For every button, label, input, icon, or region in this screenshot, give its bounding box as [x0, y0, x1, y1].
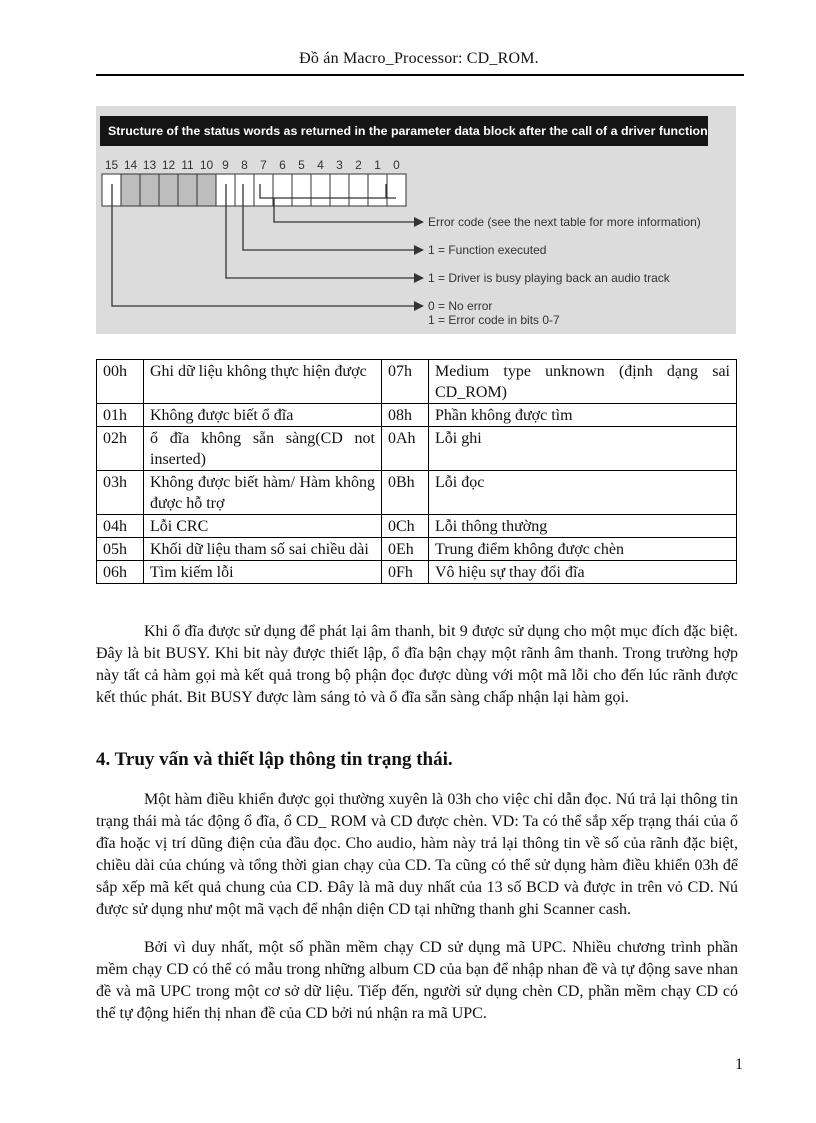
table-cell-desc1: Không được biết hàm/ Hàm không được hỗ trợ [144, 471, 382, 515]
table-cell-desc2: Lỗi ghi [429, 427, 737, 471]
bit-label: 3 [336, 158, 343, 172]
bit-cell [368, 174, 387, 206]
table-cell-desc2: Vô hiệu sự thay đổi đĩa [429, 561, 737, 584]
bit-label: 0 [393, 158, 400, 172]
table-cell-desc2: Medium type unknown (định dạng sai CD_ROM) [429, 360, 737, 404]
table-cell-code2: 0Ah [382, 427, 429, 471]
table-cell-desc1: ổ đĩa không sẵn sàng(CD not inserted) [144, 427, 382, 471]
bit-label: 9 [222, 158, 229, 172]
table-cell-code2: 0Bh [382, 471, 429, 515]
annotation-no-error: 0 = No error [428, 299, 493, 313]
annotation-error-code: Error code (see the next table for more information) [428, 215, 701, 229]
page-header-title: Đồ án Macro_Processor: CD_ROM. [299, 50, 539, 67]
table-row [97, 427, 737, 471]
error-code-table [96, 359, 737, 584]
table-row [97, 404, 737, 427]
table-cell-code1: 00h [97, 360, 144, 404]
table-cell-desc1: Lỗi CRC [144, 515, 382, 538]
bit-label: 1 [374, 158, 381, 172]
annotation-function-executed: 1 = Function executed [428, 243, 547, 257]
table-cell-code1: 04h [97, 515, 144, 538]
table-cell-desc2: Trung điểm không được chèn [429, 538, 737, 561]
table-cell-code2: 0Eh [382, 538, 429, 561]
header-rule [96, 74, 744, 76]
bit-cell [159, 174, 178, 206]
table-cell-code2: 0Fh [382, 561, 429, 584]
table-cell-code2: 08h [382, 404, 429, 427]
bit-cell [349, 174, 368, 206]
bit-label: 6 [279, 158, 286, 172]
paragraph-status-query: Một hàm điều khiển được gọi thường xuyên là 03h cho việc chỉ dẫn đọc. Nú trả lại thông tin trạng thái mà tác động ổ đĩa, ổ CD_ ROM và CD được chèn. VD: Ta có thể sắp xếp trạng thái của ổ đĩa hoặc vị trí dũng điện của đầu đọc. Cho audio, hàm này trả lại thông tin về số của rãnh đặc biệt, chiều dài của chúng và tổng thời gian chạy của CD. Ta cũng có thể sử dụng hàm điều khiển 03h để sắp xếp mã kết quả chung của CD. Đây là mã duy nhất của 13 số BCD và được in trên vỏ CD. Nú được sử dụng như một mã vạch để nhận diện CD tại những thanh ghi Scanner cash. [96, 791, 738, 918]
bit-cell [178, 174, 197, 206]
annotation-error-in-bits: 1 = Error code in bits 0-7 [428, 313, 560, 327]
table-cell-code1: 06h [97, 561, 144, 584]
bit-cell [140, 174, 159, 206]
bit-cell [292, 174, 311, 206]
table-cell-desc1: Ghi dữ liệu không thực hiện được [144, 360, 382, 404]
table-cell-code1: 05h [97, 538, 144, 561]
bit-cell [235, 174, 254, 206]
table-cell-desc1: Khối dữ liệu tham số sai chiều dài [144, 538, 382, 561]
bit-label: 15 [104, 158, 119, 172]
arrowhead-error-flag [414, 301, 424, 311]
bit-label: 7 [260, 158, 267, 172]
bit-label: 11 [181, 158, 194, 172]
table-cell-desc2: Lỗi thông thường [429, 515, 737, 538]
arrowhead-error-code [414, 217, 424, 227]
bit-label: 2 [355, 158, 362, 172]
arrowhead-driver-busy [414, 273, 424, 283]
bit-label: 14 [123, 158, 138, 172]
table-cell-desc1: Tìm kiếm lỗi [144, 561, 382, 584]
table-cell-desc2: Lỗi đọc [429, 471, 737, 515]
bit-label: 10 [199, 158, 214, 172]
bit-cell [197, 174, 216, 206]
bit-cell [311, 174, 330, 206]
table-cell-code1: 02h [97, 427, 144, 471]
bit-cell [330, 174, 349, 206]
bit-cell [254, 174, 273, 206]
bit-label: 13 [142, 158, 157, 172]
bit-cell [121, 174, 140, 206]
table-cell-code1: 03h [97, 471, 144, 515]
bit-label: 5 [298, 158, 305, 172]
table-row [97, 471, 737, 515]
table-row [97, 515, 737, 538]
table-cell-code1: 01h [97, 404, 144, 427]
annotation-driver-busy: 1 = Driver is busy playing back an audio track [428, 271, 670, 285]
table-cell-desc2: Phần không được tìm [429, 404, 737, 427]
page-number: 1 [735, 1056, 743, 1073]
paragraph-busy-bit: Khi ổ đĩa được sử dụng để phát lại âm thanh, bit 9 được sử dụng cho một mục đích đặc biệt. Đây là bit BUSY. Khi bit này được thiết lập, ổ đĩa bận chạy một rãnh âm thanh. Trong trường hợp này tất cả hàm gọi mà kết quả trong bộ phận đọc được dùng với một mã lỗi cho đến lúc rãnh được kết thúc phát. Bit BUSY được làm sáng tỏ và ổ đĩa sẵn sàng chấp nhận lại hàm gọi. [96, 623, 738, 706]
status-word-figure [96, 106, 736, 334]
bit-cell [273, 174, 292, 206]
table-row [97, 538, 737, 561]
table-cell-code2: 0Ch [382, 515, 429, 538]
arrowhead-function-executed [414, 245, 424, 255]
table-row [97, 561, 737, 584]
table-row [97, 360, 737, 404]
paragraph-upc-code: Bởi vì duy nhất, một số phần mềm chạy CD sử dụng mã UPC. Nhiều chương trình phần mềm chạy CD có thể có mẫu trong những album CD của bạn để nhập nhan đề và tự động save nhan đề và mã UPC trong một cơ sở dữ liệu. Tiếp đến, người sử dụng chèn CD, phần mềm chạy CD có thể tự động hiển thị nhan đề của CD bởi nú nhận ra mã UPC. [96, 939, 738, 1022]
bit-label: 12 [161, 158, 176, 172]
bit-label: 8 [241, 158, 248, 172]
status-word-diagram [96, 106, 736, 334]
bit-cell [387, 174, 406, 206]
section-heading: 4. Truy vấn và thiết lập thông tin trạng thái. [96, 749, 453, 770]
bit-label: 4 [317, 158, 324, 172]
table-cell-desc1: Không được biết ổ đĩa [144, 404, 382, 427]
figure-title: Structure of the status words as returned in the parameter data block after the call of a driver function [100, 116, 708, 146]
table-cell-code2: 07h [382, 360, 429, 404]
